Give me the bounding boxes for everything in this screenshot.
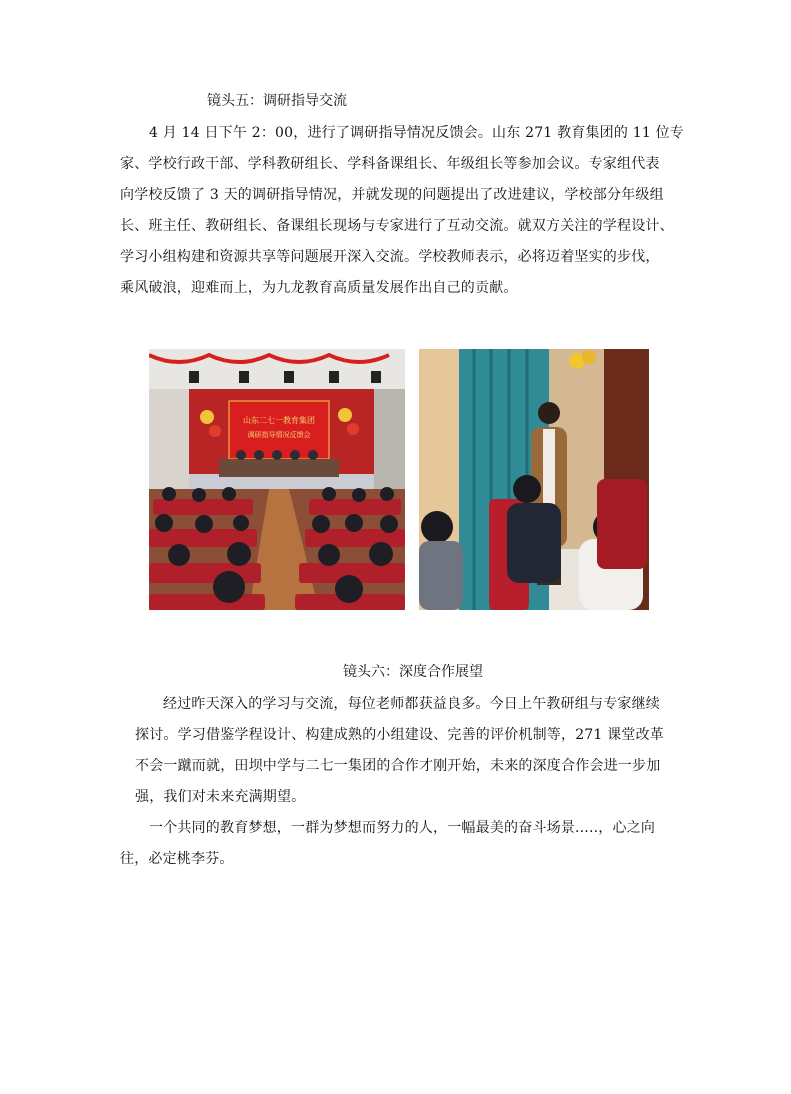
section6-line: 一个共同的教育梦想，一群为梦想而努力的人，一幅最美的奋斗场景.....，心之向 xyxy=(149,820,656,836)
banner-subtitle: 调研指导情况反馈会 xyxy=(247,431,311,439)
section5-line: 家、学校行政干部、学科教研组长、学科备课组长、年级组长等参加会议。专家组代表 xyxy=(120,156,660,172)
section5-line: 4 月 14 日下午 2：00，进行了调研指导情况反馈会。山东 271 教育集团的 11 位专 xyxy=(149,125,684,141)
section5-line: 乘风破浪，迎难而上，为九龙教育高质量发展作出自己的贡献。 xyxy=(120,280,518,296)
section6-line: 往，必定桃李芬。 xyxy=(120,851,234,867)
section5-heading: 镜头五：调研指导交流 xyxy=(207,93,347,109)
section5-line: 学习小组构建和资源共享等问题展开深入交流。学校教师表示，必将迈着坚实的步伐， xyxy=(120,249,660,265)
section5-line: 向学校反馈了 3 天的调研指导情况，并就发现的问题提出了改进建议，学校部分年级组 xyxy=(120,187,664,203)
section6-line: 经过昨天深入的学习与交流，每位老师都获益良多。今日上午教研组与专家继续 xyxy=(163,696,660,712)
speaker-photo xyxy=(419,349,649,610)
section6-line: 强，我们对未来充满期望。 xyxy=(135,789,306,805)
section6-line: 探讨。学习借鉴学程设计、构建成熟的小组建设、完善的评价机制等，271 课堂改革 xyxy=(135,727,664,743)
banner-title: 山东二七一教育集团 xyxy=(243,416,315,425)
meeting-hall-photo xyxy=(149,349,405,610)
section6-heading: 镜头六：深度合作展望 xyxy=(343,664,483,680)
section5-line: 长、班主任、教研组长、备课组长现场与专家进行了互动交流。就双方关注的学程设计、 xyxy=(120,218,674,234)
section6-line: 不会一蹴而就，田坝中学与二七一集团的合作才刚开始，未来的深度合作会进一步加 xyxy=(135,758,661,774)
